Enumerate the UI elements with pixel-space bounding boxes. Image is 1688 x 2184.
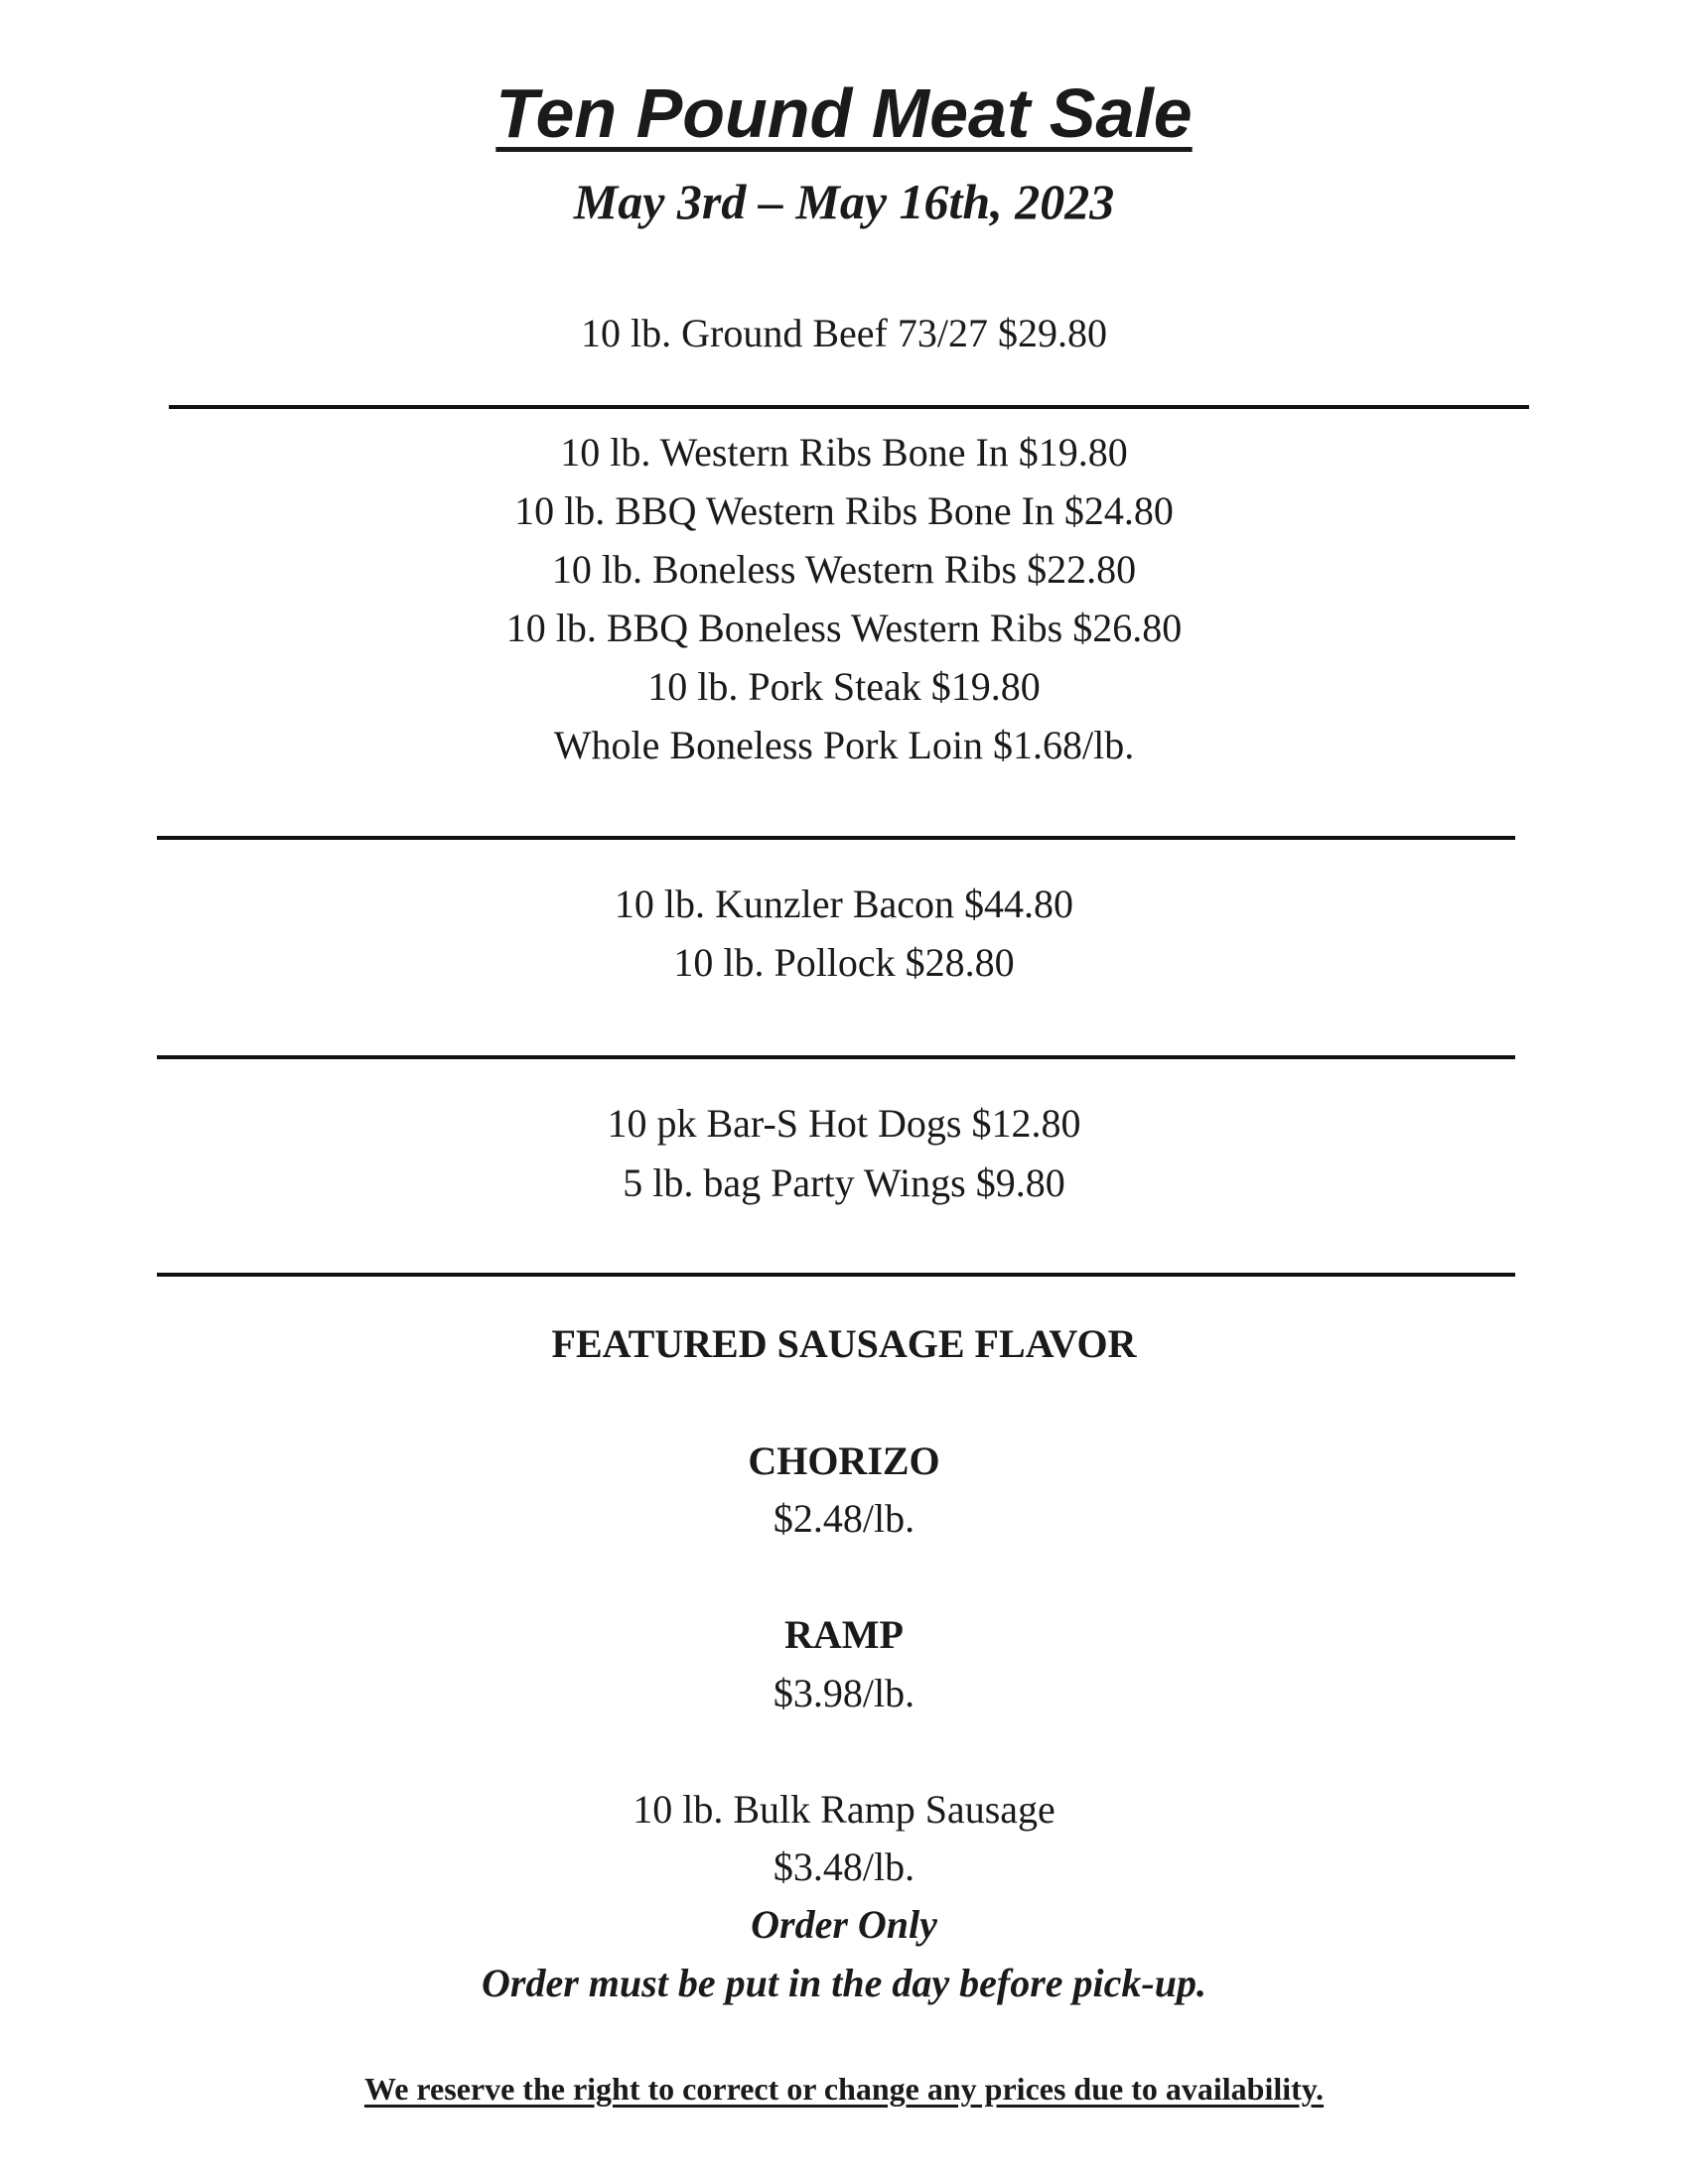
- price-item: 10 lb. Boneless Western Ribs $22.80: [551, 547, 1137, 592]
- featured-heading: FEATURED SAUSAGE FLAVOR: [551, 1321, 1137, 1366]
- section-divider: [169, 405, 1529, 409]
- price-item: 10 lb. Pork Steak $19.80: [647, 664, 1041, 709]
- price-item: 10 lb. BBQ Boneless Western Ribs $26.80: [505, 606, 1183, 650]
- flavor-name: CHORIZO: [748, 1438, 940, 1483]
- order-deadline-note: Order must be put in the day before pick-up.: [482, 1961, 1206, 2005]
- price-item: 10 lb. Ground Beef 73/27 $29.80: [581, 311, 1107, 355]
- page-title: [0, 73, 1688, 153]
- price-item: Whole Boneless Pork Loin $1.68/lb.: [553, 723, 1135, 767]
- flavor-price: $3.98/lb.: [773, 1671, 915, 1715]
- price-item: 10 lb. BBQ Western Ribs Bone In $24.80: [514, 488, 1174, 533]
- price-item: 10 lb. Pollock $28.80: [673, 940, 1015, 985]
- price-item: 10 lb. Western Ribs Bone In $19.80: [560, 430, 1128, 475]
- price-disclaimer-text: We reserve the right to correct or change any prices due to availability.: [363, 2071, 1325, 2107]
- bulk-sausage-name: 10 lb. Bulk Ramp Sausage: [633, 1787, 1055, 1832]
- section-divider: [157, 836, 1515, 840]
- page-title-text: Ten Pound Meat Sale: [495, 74, 1193, 152]
- sale-dates: May 3rd – May 16th, 2023: [573, 174, 1115, 229]
- price-item: 10 lb. Kunzler Bacon $44.80: [614, 882, 1074, 926]
- section-divider: [157, 1055, 1515, 1059]
- section-divider: [157, 1273, 1515, 1277]
- order-only-note: Order Only: [751, 1902, 937, 1947]
- price-disclaimer: [0, 2071, 1688, 2108]
- price-item: 10 pk Bar-S Hot Dogs $12.80: [607, 1101, 1081, 1146]
- flavor-name: RAMP: [784, 1612, 904, 1657]
- flavor-price: $2.48/lb.: [773, 1496, 915, 1541]
- price-item: 5 lb. bag Party Wings $9.80: [623, 1160, 1065, 1205]
- bulk-sausage-price: $3.48/lb.: [773, 1844, 915, 1889]
